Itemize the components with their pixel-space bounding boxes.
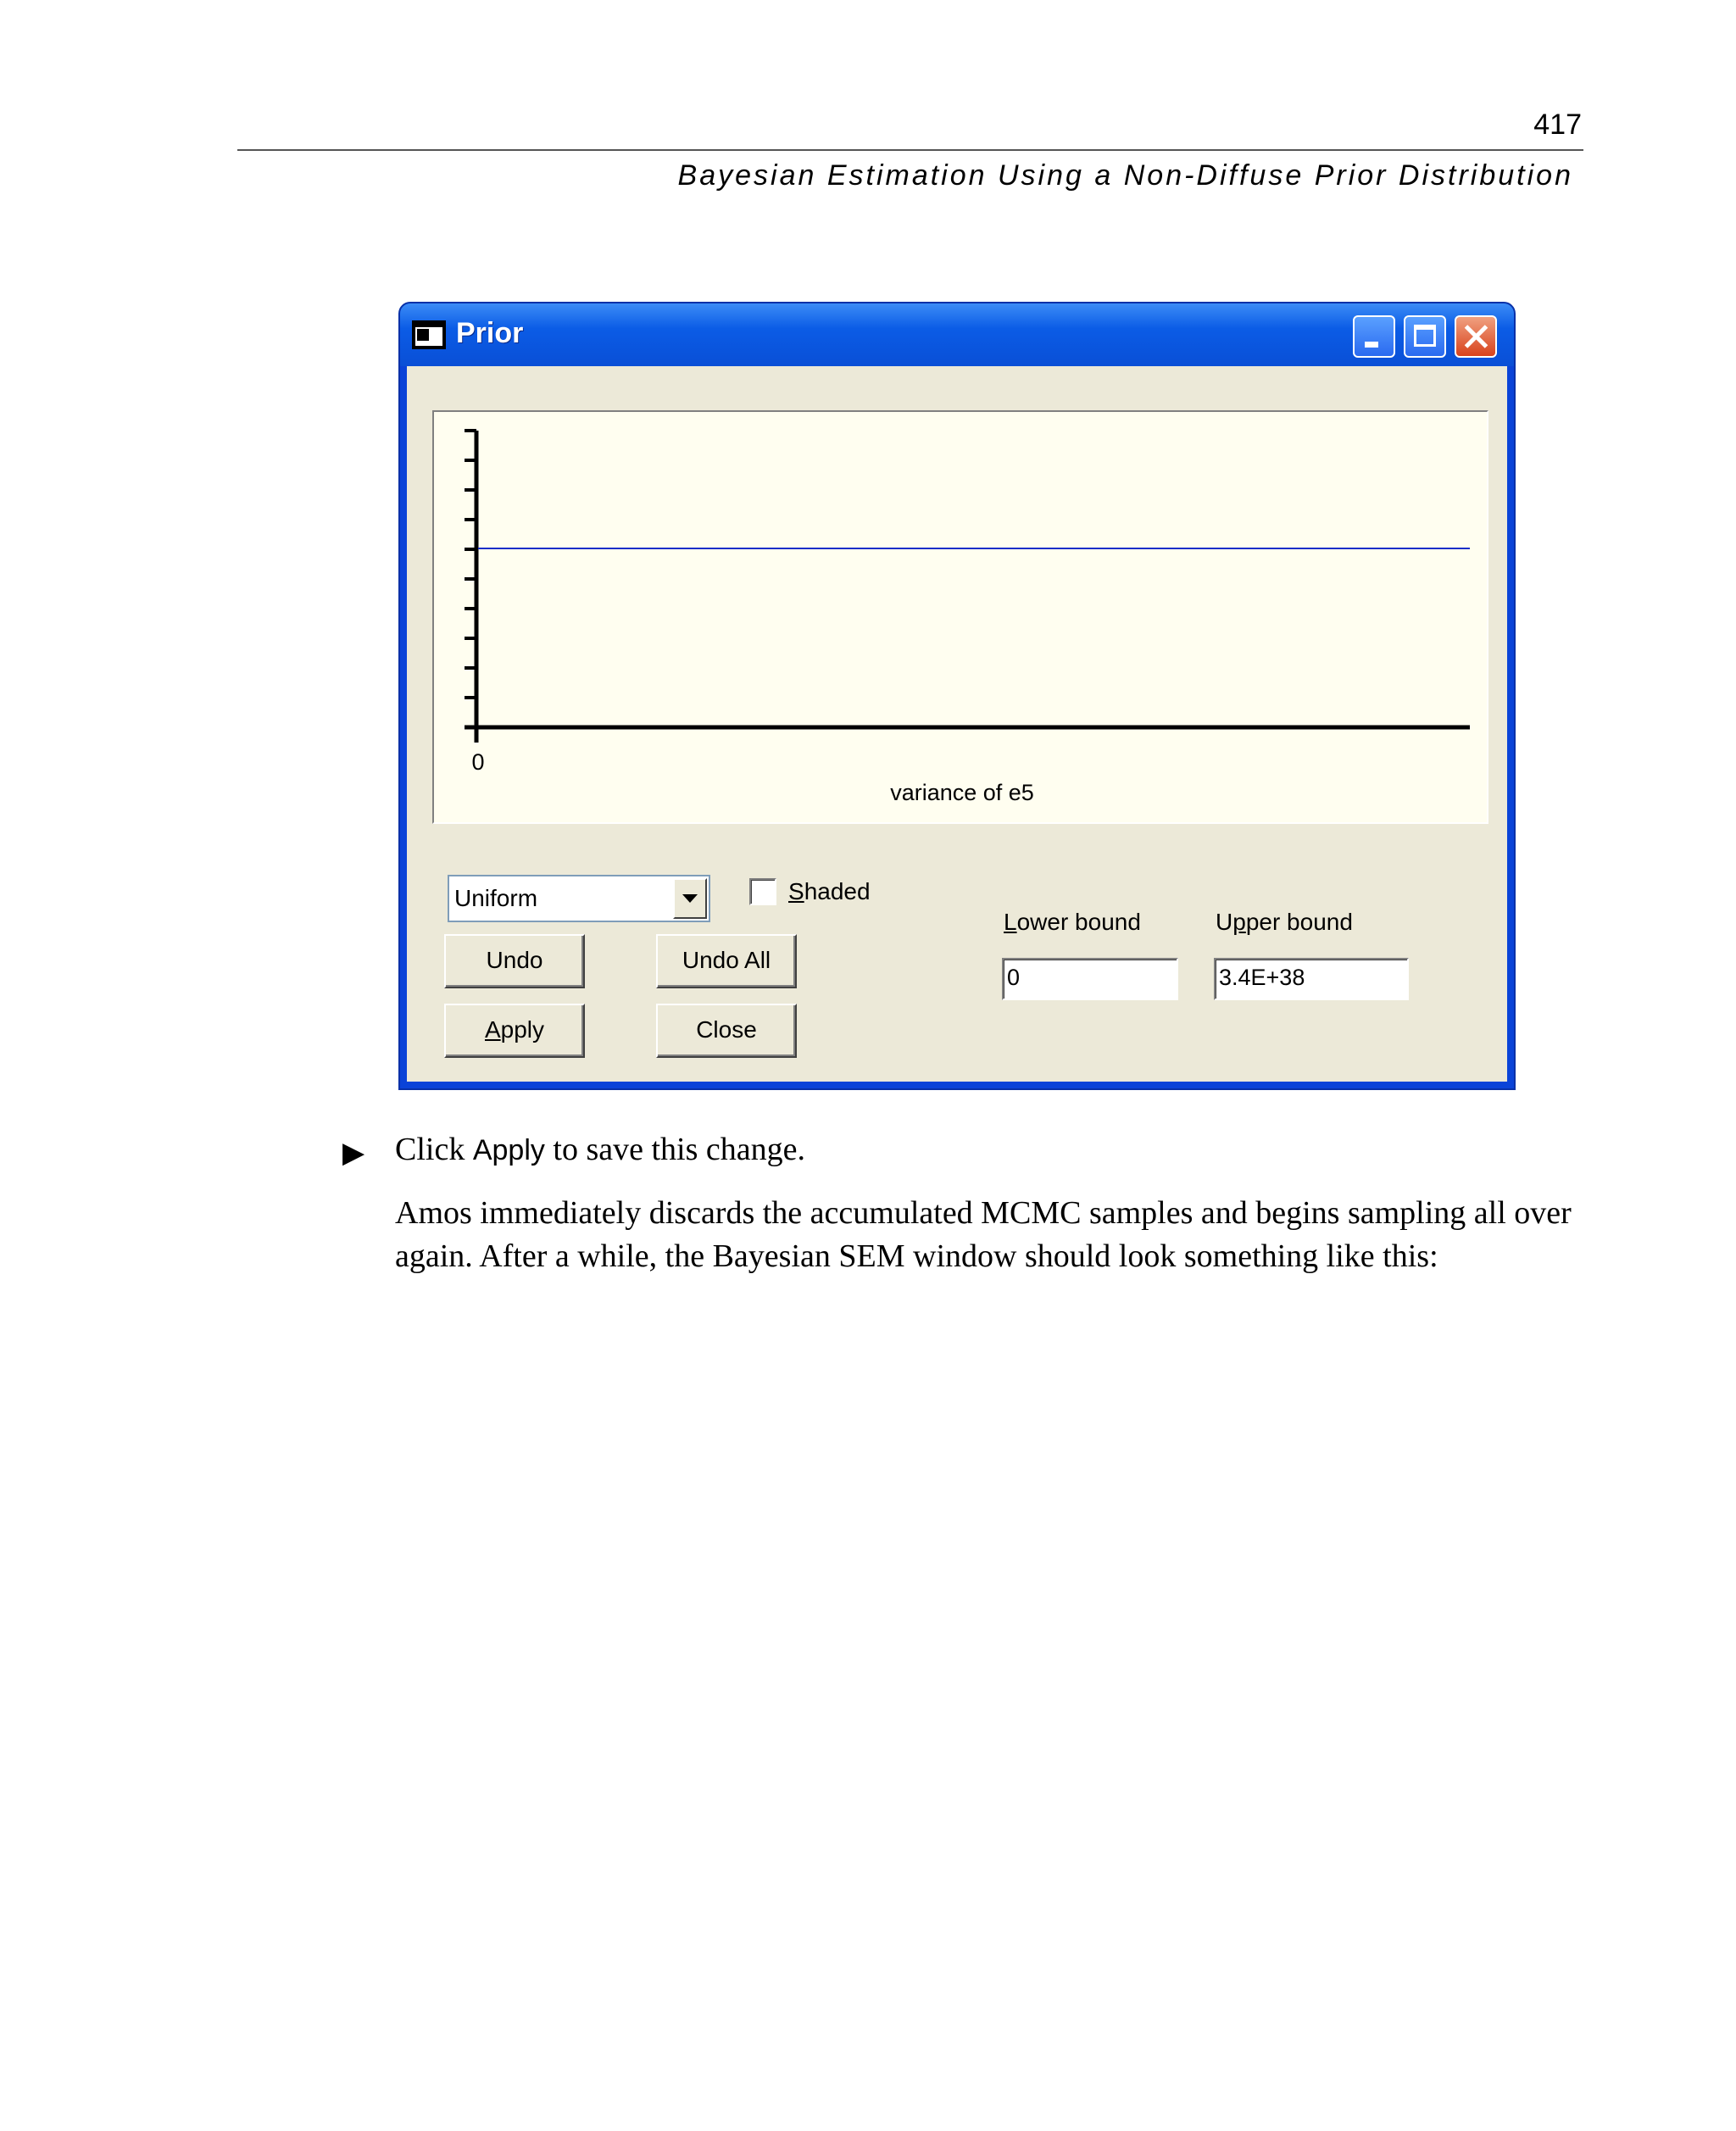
- step-suffix: to save this change.: [544, 1132, 805, 1167]
- header-rule: [237, 149, 1583, 151]
- undo-all-button[interactable]: Undo All: [656, 934, 797, 988]
- upper-accesskey: p: [1232, 909, 1246, 935]
- prior-dialog: [398, 302, 1516, 1090]
- upper-label-prefix: U: [1216, 909, 1233, 935]
- prior-plot-canvas: [434, 412, 1487, 822]
- step-ui-term: Apply: [472, 1134, 545, 1166]
- apply-button[interactable]: [444, 1004, 585, 1058]
- shaded-checkbox[interactable]: [749, 878, 776, 905]
- x-tick-zero: 0: [471, 749, 485, 775]
- lower-label-rest: ower bound: [1016, 909, 1141, 935]
- window-title: Prior: [456, 317, 524, 349]
- shaded-accesskey: S: [788, 878, 804, 904]
- close-icon[interactable]: [1455, 315, 1497, 358]
- step-prefix: Click: [395, 1132, 473, 1167]
- page-number: 417: [1533, 108, 1582, 141]
- apply-label-rest: pply: [500, 1016, 545, 1043]
- step-bullet-icon: ▶: [342, 1138, 365, 1169]
- distribution-select[interactable]: [448, 875, 710, 922]
- lower-bound-label: [1004, 909, 1141, 936]
- shaded-checkbox-label[interactable]: [788, 878, 871, 905]
- dialog-client-area: [407, 366, 1507, 1082]
- body-paragraph: Amos immediately discards the accumulated MCMC samples and begins sampling all over again. After a while, the Bayesian SEM window should look something like this:: [395, 1195, 1572, 1274]
- lower-bound-input[interactable]: 0: [1002, 958, 1178, 1000]
- x-axis-label: variance of e5: [890, 780, 1034, 805]
- chevron-down-icon[interactable]: [673, 878, 707, 919]
- title-bar[interactable]: [400, 303, 1514, 366]
- shaded-label-rest: haded: [804, 878, 871, 904]
- running-head: Bayesian Estimation Using a Non-Diffuse Prior Distribution: [677, 159, 1573, 192]
- maximize-icon[interactable]: [1404, 315, 1446, 358]
- upper-label-rest: per bound: [1245, 909, 1353, 935]
- upper-bound-input[interactable]: 3.4E+38: [1214, 958, 1409, 1000]
- apply-accesskey: A: [484, 1016, 501, 1043]
- step-instruction: [395, 1131, 805, 1168]
- close-button[interactable]: Close: [656, 1004, 797, 1058]
- distribution-select-value: Uniform: [454, 885, 538, 911]
- undo-button[interactable]: Undo: [444, 934, 585, 988]
- lower-accesskey: L: [1004, 909, 1017, 935]
- upper-bound-label: [1216, 909, 1353, 936]
- minimize-icon[interactable]: [1353, 315, 1395, 358]
- prior-plot: [432, 410, 1488, 824]
- window-app-icon[interactable]: [412, 320, 446, 349]
